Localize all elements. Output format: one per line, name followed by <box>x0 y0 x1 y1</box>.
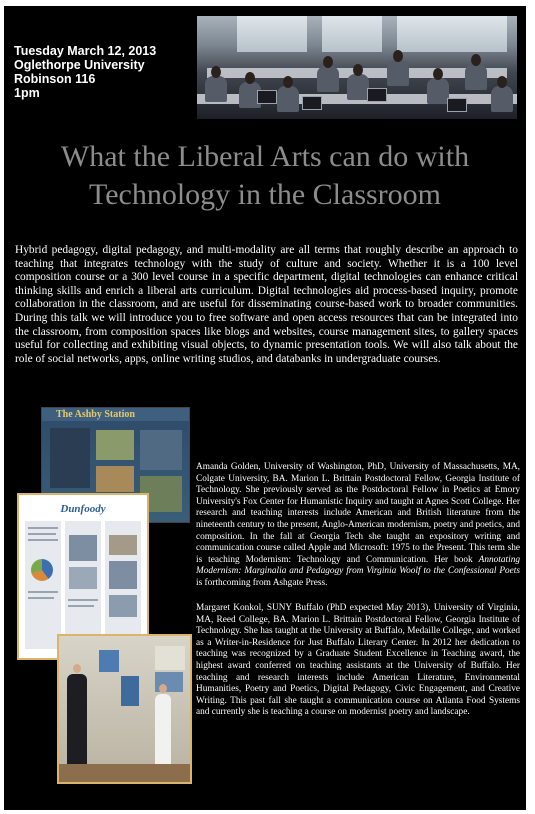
event-details <box>14 44 156 100</box>
poster-2-heading: Dunfoody <box>60 503 106 515</box>
speaker-bio-golden <box>196 462 520 590</box>
event-room: Robinson 116 <box>14 72 96 86</box>
speaker-bio-konkol: Margaret Konkol, SUNY Buffalo (PhD expected May 2013), University of Virginia, MA, Reed College, BA. Marion L. Brittain Postdoctoral Fellow, Georgia Institute of Technology. She has taught at the University at Buffalo, Medaille College, and worked as a Writer-in-Residence for Just Buffalo Literary Center. In 2012 her dedication to teaching was recognized by a Graduate Student Excellence in Teaching award, the highest award conferred on teaching assistants at the University of Buffalo. Her teaching and research interests include American Literature, Environmental Humanities, Poetry and Poetics, Digital Pedagogy, Civic Engagement, and Creative Writing. This past fall she taught a communication course on Atlanta Food Systems and currently she is teaching a course on modernist poetry and landscape. <box>196 603 520 718</box>
bio-golden-text: Amanda Golden, University of Washington, PhD, University of Massachusetts, MA, Colgate University, BA. Marion L. Brittain Postdoctoral Fellow, Georgia Institute of Technology. She previously served as the Postdoctoral Fellow in Poetics at Emory University's Fox Center for Humanistic Inquiry and taught at Agnes Scott College. Her research and teaching interests include American and British literature from the nineteenth century to the present, Anglo-American modernism, poetry and poetics, and composition. In the fall at Georgia Tech she taught an expository writing and communication course called Apple and Microsoft: 1975 to the Present. This term she is teaching Modernism: Technology and Communication. Her book <box>196 462 520 565</box>
event-time: 1pm <box>14 86 40 100</box>
book-title: Annotating Modernism: Marginalia and Pedagogy from Virginia Woolf to the Confessional Poets <box>196 554 520 577</box>
page-title <box>4 138 526 214</box>
title-line-1: What the Liberal Arts can do with <box>60 140 470 173</box>
event-date: Tuesday March 12, 2013 <box>14 44 157 58</box>
presentation-photo <box>57 634 192 784</box>
event-poster <box>4 6 526 810</box>
abstract-paragraph: Hybrid pedagogy, digital pedagogy, and multi-modality are all terms that roughly describe an approach to teaching that integrates technology with the study of culture and society. Whether it is a 100 level composition course or a 300 level course in a specific department, digital technologies can enhance critical thinking skills and enrich a liberal arts curriculum. Digital technologies aid process-based inquiry, promote collaboration in the classroom, and are useful for disseminating course-based work to broader communities. During this talk we will introduce you to free software and open access resources that can be integrated into the classroom, from composition spaces like blogs and websites, course management sites, to gallery spaces useful for collecting and exhibiting visual objects, to dynamic presentation tools. We will also talk about the role of social networks, apps, online writing studios, and databanks in undergraduate courses. <box>15 244 518 365</box>
poster-1-heading: The Ashby Station <box>42 408 189 421</box>
classroom-photo <box>197 16 517 119</box>
event-venue: Oglethorpe University <box>14 58 145 72</box>
bio-golden-text-end: is forthcoming from Ashgate Press. <box>196 577 328 588</box>
title-line-2: Technology in the Classroom <box>88 178 442 211</box>
